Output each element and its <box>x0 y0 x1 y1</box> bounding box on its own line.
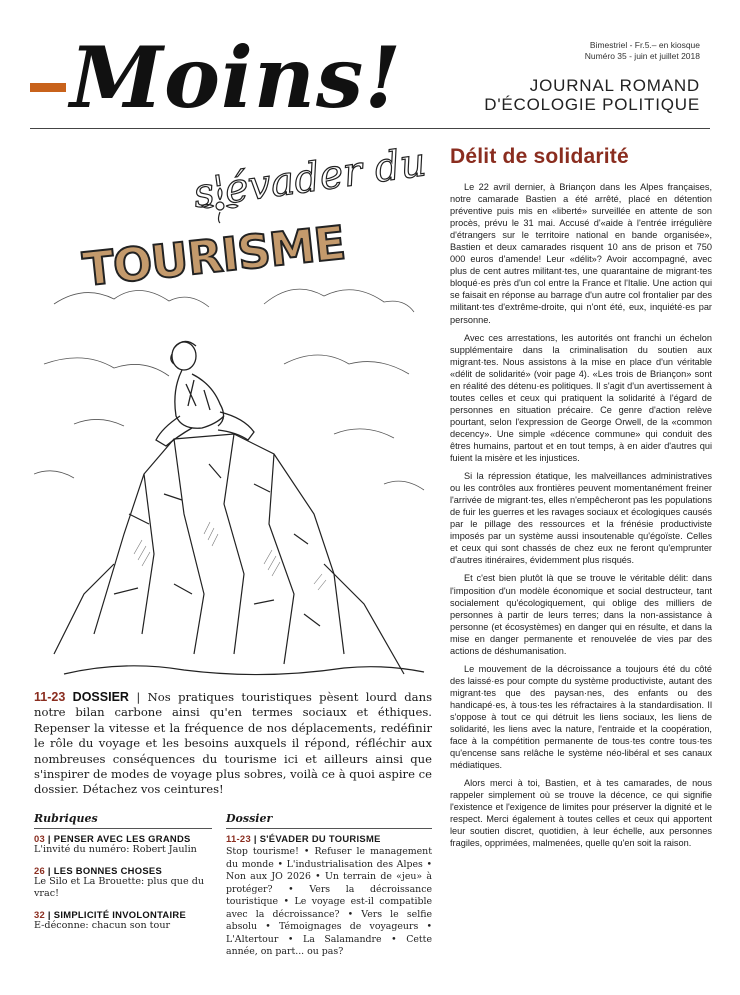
article-paragraph: Le mouvement de la décroissance a toujours été du côté des laissé·es pour compte du système productiviste, autant des migrant·tes que des paysan·nes, des enfants ou des handicapé·es, à tous·tes les réfractaires à la standardisation. Il s'oppose à tout ce qui détruit les liens sociaux, les liens de solidarité, les liens avec la nature, l'entraide et la coopération, face à la compétition permanente de tous·tes contre tous·tes qu'encense sans relâche le système néo-libéral et ses canaux médiatiques. <box>450 663 712 771</box>
article-paragraph: Avec ces arrestations, les autorités ont franchi un échelon supplémentaire dans la criminalisation du soutien aux migrant·tes. Nous assistons à la mise en place d'un véritable «délit de solidarité» (voir page 4). «Les trois de Briançon» sont en réalité des détenu·es politiques. Il s'agit d'un avertissement à toutes celles et ceux qui pratiquent la solidarité à l'égard de personnes en situation précaire. Ce genre d'action relève pourtant, selon l'expression de George Orwell, de la «common decency». Une simple «décence commune» qui conduit des êtres humains, partout et en tout temps, à en aider d'autres qui fuient la misère et les injustices. <box>450 332 712 464</box>
dossier-column <box>226 812 432 959</box>
rubrique-desc: E-déconne: chacun son tour <box>34 920 171 931</box>
dossier-pages: 11-23 <box>34 690 66 704</box>
article-paragraph: Alors merci à toi, Bastien, et à tes camarades, de nous rappeler simplement où se trouve la décence, ce qui signifie l'existence et l'exigence de limites pour préserver la dignité et le respect. Merci également à toutes celles et ceux qui apportent leur soutien discret, quotidien, à leur échelle, aux personnes fragiles, opprimées, malmenées, quelle qu'en soit la raison. <box>450 778 712 849</box>
masthead-rule <box>30 128 710 129</box>
rubrique-page: 03 <box>34 833 46 844</box>
issue-number-date: Numéro 35 - juin et juillet 2018 <box>584 51 700 61</box>
dossier-name: S'ÉVADER DU TOURISME <box>259 833 381 844</box>
illustration-title-word: TOURISME <box>80 215 348 297</box>
dossier-intro <box>34 690 432 798</box>
journal-subtitle <box>484 76 700 114</box>
dossier-page-range: 11-23 <box>226 833 251 844</box>
rubriques-column <box>34 812 212 941</box>
dossier-separator: | <box>136 690 141 704</box>
rubrique-page: 32 <box>34 909 46 920</box>
rubrique-name: PENSER AVEC LES GRANDS <box>53 833 191 844</box>
dossier-label: DOSSIER <box>72 690 129 704</box>
journal-subtitle-line2: D'ÉCOLOGIE POLITIQUE <box>484 95 700 114</box>
rubrique-title: 26 | LES BONNES CHOSES <box>34 865 163 876</box>
logo-text: Moins! <box>70 28 403 127</box>
dossier-heading: Dossier <box>226 812 432 829</box>
issue-frequency-price: Bimestriel - Fr.5.– en kiosque <box>589 40 700 50</box>
rubriques-heading: Rubriques <box>34 812 212 829</box>
dossier-contents: Stop tourisme! • Refuser le management du monde • L'industrialisation des Alpes • Non aux JO 2026 • Un terrain de «jeu» à protéger? • Vers la décroissance touristique • Le voyage est-il compatible avec la décroissance? • Vers le selfie absolu • Témoignages de voyageurs • L'Altertour • La Salamandre • Cette année, on part... ou pas? <box>226 846 432 957</box>
rubrique-page: 26 <box>34 865 46 876</box>
article-paragraph: Le 22 avril dernier, à Briançon dans les Alpes françaises, notre camarade Bastien a été arrêté, placé en détention préventive puis mis en «liberté» surveillée en attente de son procès, prévu le 31 mai. Accusé d'«aide à l'entrée irrégulière d'étrangers sur le territoire national en bande organisée», Bastien et deux camarades risquent 10 ans de prison et 750 000 euros d'amende! Leur «délit»? Avoir accompagné, avec plus de cent autres militant·tes, une quarantaine de migrant·tes bloqué·es près d'un col entre la France et l'Italie. Une action qui se faisait en réponse au barrage d'un autre col frontalier par des militant·tes d'extrême-droite, qui n'ont été, eux, inquiété·es par personne. <box>450 182 712 325</box>
rubrique-title: 32 | SIMPLICITÉ INVOLONTAIRE <box>34 909 187 920</box>
rubrique-item[interactable] <box>34 909 212 932</box>
cloud-sketches <box>34 289 424 490</box>
dossier-intro-text: Nos pratiques touristiques pèsent lourd dans notre bilan carbone ainsi qu'en termes sociaux et éthiques. Repenser la vitesse et la fréquence de nos déplacements, redéfinir le rôle du voyage et les besoins auxquels il répond, réfléchir aux nombreuses conséquences du tourisme ici et ailleurs ainsi que s'inspirer de modes de voyage plus sobres, voilà ce à quoi aspire ce dossier. Détachez vos ceintures! <box>34 690 433 797</box>
dossier-title[interactable]: 11-23 | S'ÉVADER DU TOURISME <box>226 833 381 844</box>
seated-hiker-figure <box>156 341 254 446</box>
rubrique-name: SIMPLICITÉ INVOLONTAIRE <box>53 909 187 920</box>
rubrique-desc: L'invité du numéro: Robert Jaulin <box>34 844 197 855</box>
rubrique-title: 03 | PENSER AVEC LES GRANDS <box>34 833 191 844</box>
rocky-peak-sketch <box>54 434 424 675</box>
cover-illustration <box>34 134 430 680</box>
journal-subtitle-line1: JOURNAL ROMAND <box>529 76 700 95</box>
article-paragraph: Et c'est bien plutôt là que se trouve le véritable délit: dans l'imposition d'un modèle économique et social destructeur, tant socialement qu'écologiquement, qui oblige des milliers de personnes à partir de leurs terres; dans la non-assistance à personne (et écosystèmes) en danger qui en résulte, et dans la mise en danger permanente et renouvelée de vies par des actions de déshumanisation. <box>450 573 712 656</box>
article-paragraph: Si la répression étatique, les malveillances administratives ou les contrôles aux frontières peuvent momentanément freiner l'arrivée de migrant·tes, elles n'empêcheront pas les populations de fuir les guerres et les ravages sociaux et écologiques causés par le pillage des ressources et la frénésie productiviste imposés par un système aussi insoutenable qu'égoïste. Celles et ceux qui sont chassés de chez eux ne feront qu'emprunter d'autres itinéraires, évidemment plus risqués. <box>450 471 712 566</box>
article-title: Délit de solidarité <box>450 145 629 168</box>
logo-dash <box>30 83 66 92</box>
hatching-strokes <box>134 522 326 590</box>
masthead <box>30 18 710 128</box>
editorial-article <box>450 145 712 855</box>
rubrique-name: LES BONNES CHOSES <box>53 865 163 876</box>
issue-info <box>585 40 700 62</box>
journal-logo <box>30 28 402 128</box>
rubrique-item[interactable] <box>34 865 212 900</box>
rubrique-desc: Le Silo et La Brouette: plus que du vrac! <box>34 876 205 899</box>
rubrique-item[interactable] <box>34 833 212 856</box>
illustration-title-line1: s'évader du <box>190 139 429 218</box>
